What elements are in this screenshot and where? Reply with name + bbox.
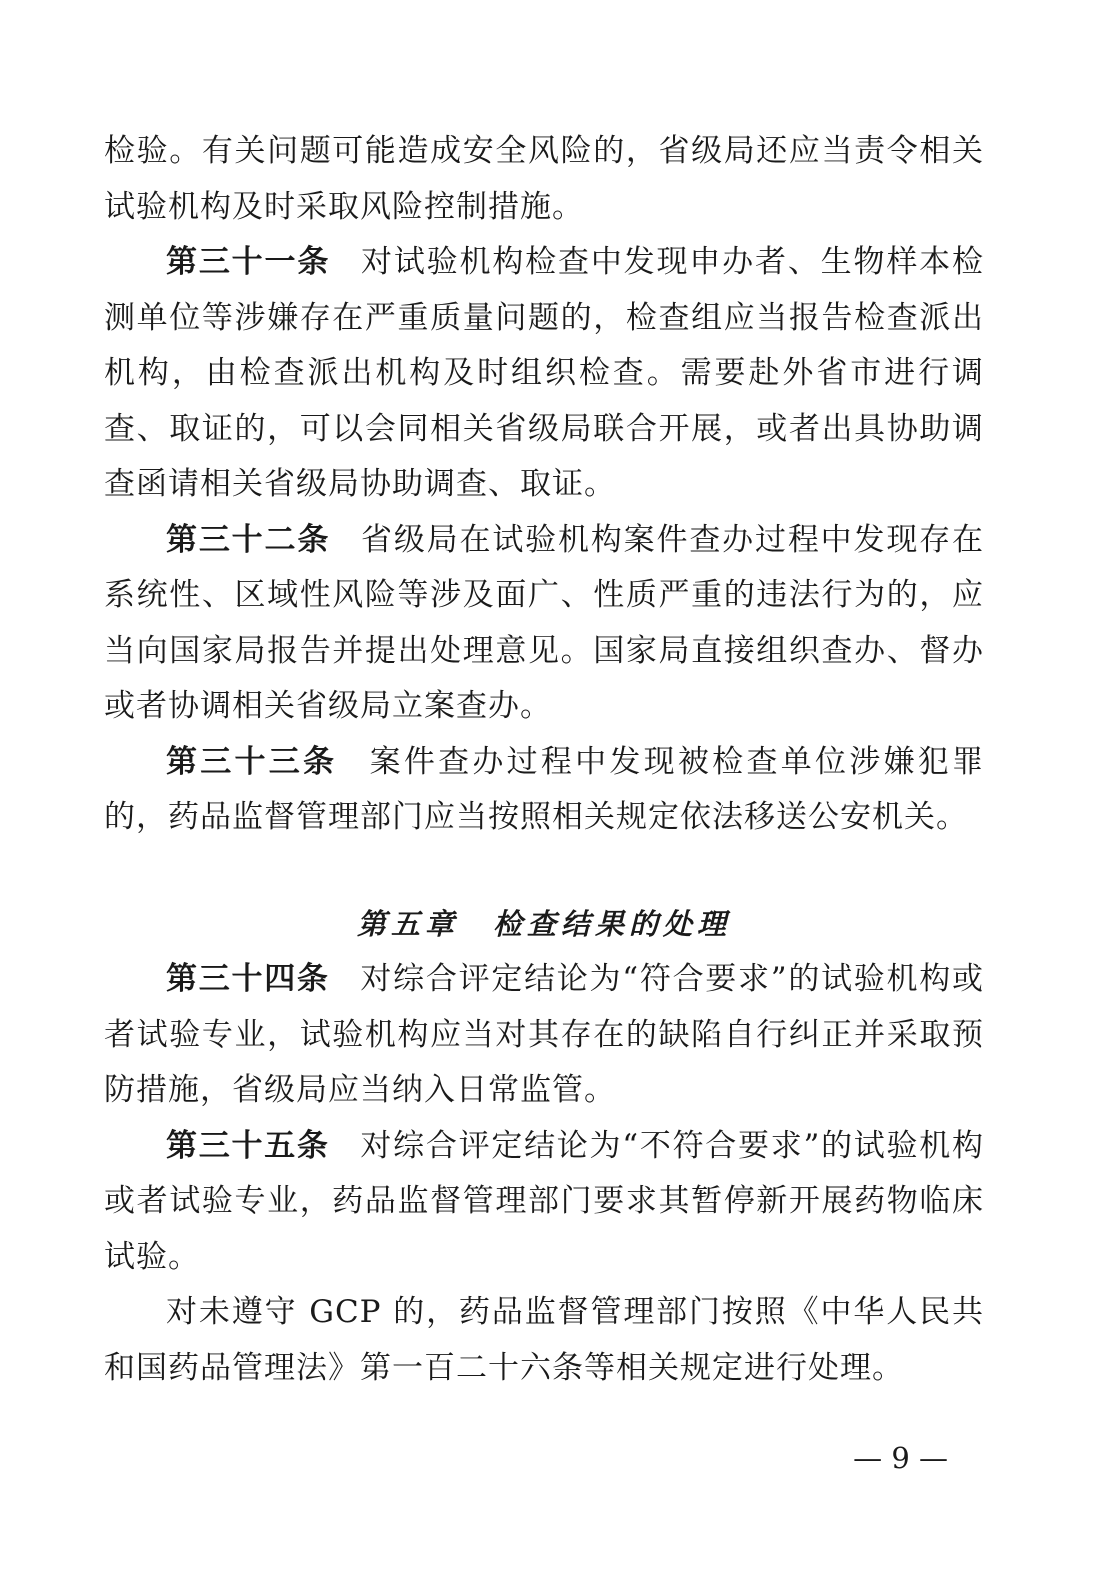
article-label: 第三十四条 [166, 961, 330, 997]
article-35 [104, 1119, 984, 1286]
paragraph-text: 检验。有关问题可能造成安全风险的，省级局还应当责令相关试验机构及时采取风险控制措施。 [104, 133, 984, 225]
article-32 [104, 513, 984, 735]
chapter-title: 检查结果的处理 [493, 906, 732, 941]
article-text: 省级局在试验机构案件查办过程中发现存在系统性、区域性风险等涉及面广、性质严重的违法行为的，应当向国家局报告并提出处理意见。国家局直接组织查办、督办或者协调相关省级局立案查办。 [104, 521, 985, 724]
article-label: 第三十一条 [166, 244, 331, 280]
paragraph-continuation [104, 124, 984, 235]
article-text: 对综合评定结论为“不符合要求”的试验机构或者试验专业，药品监督管理部门要求其暂停新开展药物临床试验。 [104, 1127, 985, 1275]
page-number: — 9 — [853, 1441, 948, 1475]
article-label: 第三十三条 [166, 743, 338, 780]
document-body [104, 124, 984, 1396]
article-34 [104, 952, 984, 1119]
chapter-heading [104, 897, 984, 953]
article-31 [104, 235, 984, 513]
article-text: 对综合评定结论为“符合要求”的试验机构或者试验专业，试验机构应当对其存在的缺陷自行纠正并采取预防措施，省级局应当纳入日常监管。 [104, 961, 985, 1108]
article-label: 第三十五条 [166, 1127, 330, 1164]
chapter-number: 第五章 [356, 906, 459, 941]
paragraph-text: 对未遵守 GCP 的，药品监督管理部门按照《中华人民共和国药品管理法》第一百二十六条等相关规定进行处理。 [104, 1294, 984, 1386]
article-label: 第三十二条 [166, 521, 331, 558]
article-text: 对试验机构检查中发现申办者、生物样本检测单位等涉嫌存在严重质量问题的，检查组应当报告检查派出机构，由检查派出机构及时组织检查。需要赴外省市进行调查、取证的，可以会同相关省级局联合开展，或者出具协助调查函请相关省级局协助调查、取证。 [104, 244, 985, 502]
article-text: 案件查办过程中发现被检查单位涉嫌犯罪的，药品监督管理部门应当按照相关规定依法移送公安机关。 [104, 743, 985, 835]
article-33 [104, 735, 984, 846]
paragraph-gcp [104, 1285, 984, 1396]
